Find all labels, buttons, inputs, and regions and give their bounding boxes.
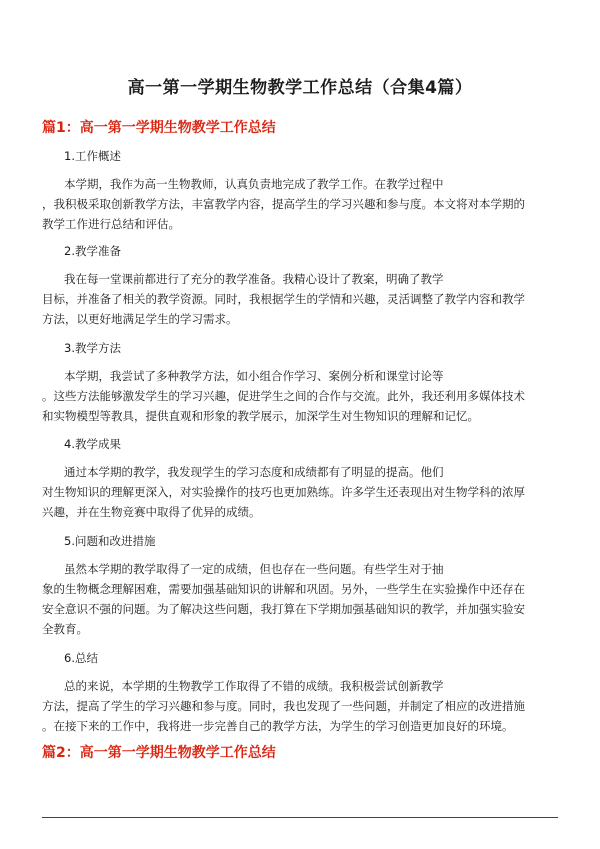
- paragraph-methods: [42, 366, 560, 426]
- paragraph-line: 方法，提高了学生的学习兴趣和参与度。同时，我也发现了一些问题，并制定了相应的改进措施: [42, 699, 525, 713]
- paragraph-line: 总的来说，本学期的生物教学工作取得了不错的成绩。我积极尝试创新教学: [64, 679, 444, 693]
- paragraph-preparation: [42, 269, 560, 329]
- paragraph-line: 我在每一堂课前都进行了充分的教学准备。我精心设计了教案，明确了教学: [64, 272, 444, 286]
- paragraph-summary: [42, 676, 560, 736]
- paragraph-line: 方法，以更好地满足学生的学习需求。: [42, 312, 238, 326]
- paragraph-line: 象的生物概念理解困难，需要加强基础知识的讲解和巩固。另外，一些学生在实验操作中还存在: [42, 582, 525, 596]
- paragraph-line: 本学期，我作为高一生物教师，认真负责地完成了教学工作。在教学过程中: [64, 177, 444, 191]
- paragraph-line: 教学工作进行总结和评估。: [42, 217, 180, 231]
- paragraph-line: 目标，并准备了相关的教学资源。同时，我根据学生的学情和兴趣，灵活调整了教学内容和教学: [42, 292, 525, 306]
- paragraph-line: 本学期，我尝试了多种教学方法，如小组合作学习、案例分析和课堂讨论等: [64, 369, 444, 383]
- paragraph-line: 通过本学期的教学，我发现学生的学习态度和成绩都有了明显的提高。他们: [64, 465, 444, 479]
- subsection-heading-overview: 1.工作概述: [64, 149, 121, 163]
- subsection-heading-results: 4.教学成果: [64, 437, 121, 451]
- paragraph-line: 。这些方法能够激发学生的学习兴趣，促进学生之间的合作与交流。此外，我还利用多媒体技术: [42, 389, 525, 403]
- paragraph-line: ，我积极采取创新教学方法，丰富教学内容，提高学生的学习兴趣和参与度。本文将对本学期的: [42, 197, 525, 211]
- paragraph-line: 全教育。: [42, 622, 88, 636]
- subsection-heading-methods: 3.教学方法: [64, 341, 121, 355]
- footer-divider: [42, 817, 558, 818]
- subsection-heading-preparation: 2.教学准备: [64, 244, 121, 258]
- paragraph-line: 。在接下来的工作中，我将进一步完善自己的教学方法，为学生的学习创造更加良好的环境。: [42, 719, 514, 733]
- paragraph-line: 虽然本学期的教学取得了一定的成绩，但也存在一些问题。有些学生对于抽: [64, 562, 444, 576]
- paragraph-line: 和实物模型等教具，提供直观和形象的教学展示，加深学生对生物知识的理解和记忆。: [42, 409, 479, 423]
- paragraph-line: 安全意识不强的问题。为了解决这些问题，我打算在下学期加强基础知识的教学，并加强实验安: [42, 602, 525, 616]
- section-heading-1: 篇1：高一第一学期生物教学工作总结: [42, 120, 276, 136]
- subsection-heading-summary: 6.总结: [64, 651, 98, 665]
- paragraph-line: 对生物知识的理解更深入，对实验操作的技巧也更加熟练。许多学生还表现出对生物学科的浓厚: [42, 485, 525, 499]
- paragraph-line: 兴趣，并在生物竞赛中取得了优异的成绩。: [42, 505, 261, 519]
- paragraph-issues: [42, 559, 560, 639]
- paragraph-overview: [42, 174, 560, 234]
- section-heading-2: 篇2：高一第一学期生物教学工作总结: [42, 745, 276, 761]
- document-title: 高一第一学期生物教学工作总结（合集4篇）: [127, 78, 473, 98]
- subsection-heading-issues: 5.问题和改进措施: [64, 534, 156, 548]
- paragraph-results: [42, 462, 560, 522]
